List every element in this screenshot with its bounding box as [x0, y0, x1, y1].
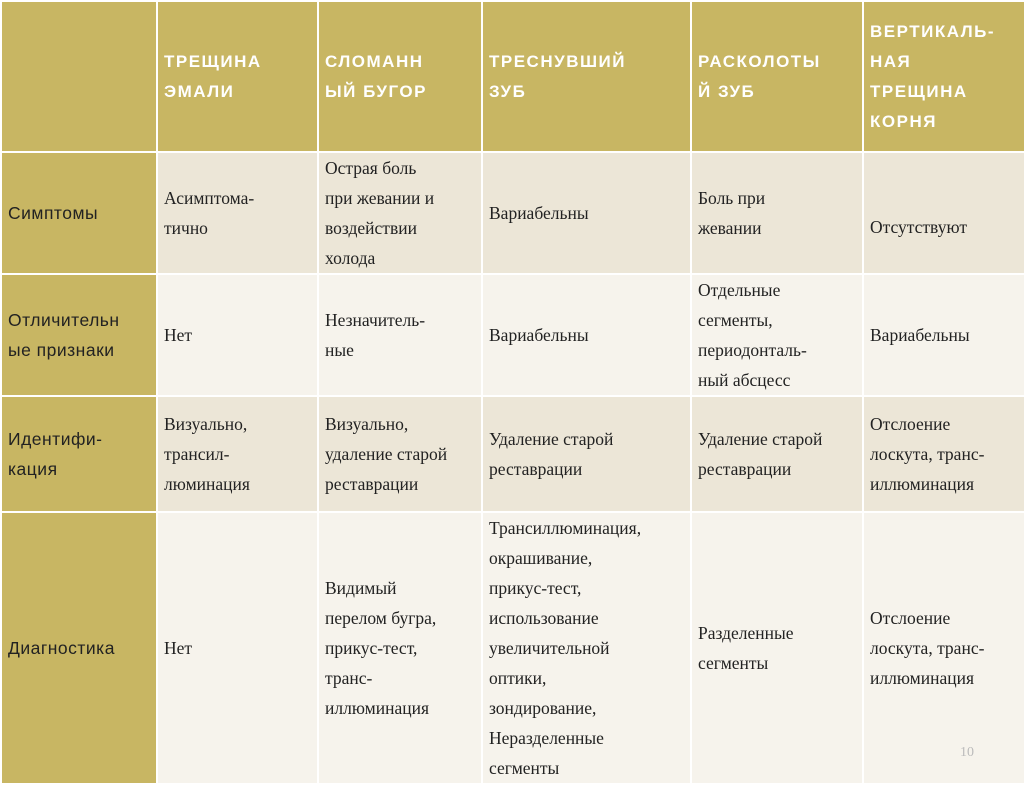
table-cell: Незначитель- ные: [318, 274, 482, 396]
page-number: 10: [960, 745, 974, 760]
table-cell: Вариабельны: [482, 274, 691, 396]
table-cell: Удаление старой реставрации: [691, 396, 863, 512]
table-cell: Вариабельны: [482, 152, 691, 274]
table-cell: Визуально, трансил- люминация: [157, 396, 318, 512]
table-cell: Удаление старой реставрации: [482, 396, 691, 512]
column-header: СЛОМАНН ЫЙ БУГОР: [318, 1, 482, 152]
row-header: Идентифи- кация: [1, 396, 157, 512]
corner-cell: [1, 1, 157, 152]
header-row: [1, 1, 1024, 152]
table-cell: Видимый перелом бугра, прикус-тест, транс- иллюминация: [318, 512, 482, 784]
table-cell: Трансиллюминация, окрашивание, прикус-тест, использование увеличительной оптики, зондирование, Неразделенные сегменты: [482, 512, 691, 784]
column-header: ТРЕСНУВШИЙ ЗУБ: [482, 1, 691, 152]
table-cell: Асимптома- тично: [157, 152, 318, 274]
row-header: Диагностика: [1, 512, 157, 784]
table-row: [1, 512, 1024, 784]
table-row: [1, 274, 1024, 396]
table-cell: Нет: [157, 274, 318, 396]
table-cell: Нет: [157, 512, 318, 784]
column-header: ВЕРТИКАЛЬ- НАЯ ТРЕЩИНА КОРНЯ: [863, 1, 1024, 152]
table-cell: Отслоение лоскута, транс- иллюминация: [863, 396, 1024, 512]
table-cell: Боль при жевании: [691, 152, 863, 274]
table-cell: Разделенные сегменты: [691, 512, 863, 784]
table-cell: Отдельные сегменты, периодонталь- ный абсцесс: [691, 274, 863, 396]
table-row: [1, 396, 1024, 512]
column-header: РАСКОЛОТЫ Й ЗУБ: [691, 1, 863, 152]
column-header: ТРЕЩИНА ЭМАЛИ: [157, 1, 318, 152]
table-cell: Отслоение лоскута, транс- иллюминация: [863, 512, 1024, 784]
table-cell: Вариабельны: [863, 274, 1024, 396]
table-cell: Отсутствуют: [863, 152, 1024, 274]
row-header: Симптомы: [1, 152, 157, 274]
row-header: Отличительн ые признаки: [1, 274, 157, 396]
table-row: [1, 152, 1024, 274]
table-cell: Визуально, удаление старой реставрации: [318, 396, 482, 512]
table-cell: Острая боль при жевании и воздействии холода: [318, 152, 482, 274]
